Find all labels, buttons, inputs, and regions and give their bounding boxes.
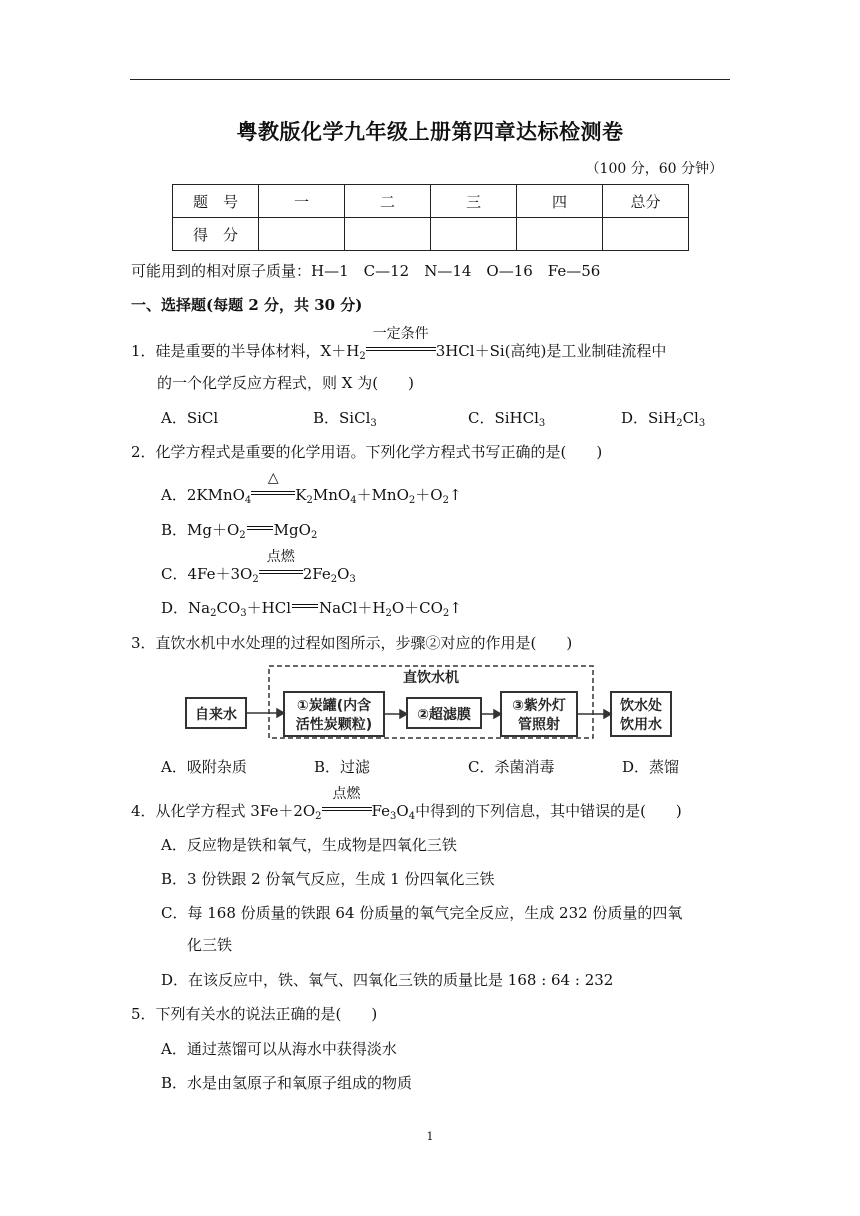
q5-option-b[interactable]: B．水是由氢原子和氧原子组成的物质 xyxy=(161,1074,413,1092)
condition-label: 点燃 xyxy=(332,786,361,802)
score-cell[interactable] xyxy=(431,218,517,251)
box-uv-lamp-line2: 管照射 xyxy=(518,717,560,733)
box-drinking-water-line1: 饮水处 xyxy=(620,698,662,714)
section-heading: 一、选择题(每题 2 分，共 30 分) xyxy=(131,296,363,314)
q3-option-d[interactable]: D．蒸馏 xyxy=(622,758,680,776)
q4-option-c-cont: 化三铁 xyxy=(187,936,233,954)
q1-post: 3HCl＋Si(高纯)是工业制硅流程中 xyxy=(435,342,667,360)
table-cell: 四 xyxy=(517,185,603,218)
score-table xyxy=(172,184,689,251)
table-cell: 得 分 xyxy=(173,218,259,251)
q1-option-a[interactable]: A．SiCl xyxy=(161,409,219,427)
q1-option-d[interactable]: D．$SiH_2Cl_3$ xyxy=(621,409,706,429)
q4-product-o: O xyxy=(396,802,409,820)
reaction-condition xyxy=(366,326,436,361)
q3-option-a[interactable]: A．吸附杂质 xyxy=(161,758,247,776)
condition-label: 一定条件 xyxy=(372,326,429,342)
table-row xyxy=(173,185,689,218)
box-carbon-tank-line2: 活性炭颗粒) xyxy=(295,717,373,733)
q2-option-a[interactable]: A．2KMnO$_4$ △ $K_2MnO_4+MnO_2+O_2↑$ xyxy=(161,470,462,506)
q4-pre: 4．从化学方程式 3Fe＋2O xyxy=(131,802,316,820)
box-carbon-tank-line1: ①炭罐(内含 xyxy=(296,698,372,714)
condition-label: 点燃 xyxy=(266,549,295,565)
score-cell[interactable] xyxy=(603,218,689,251)
question-2-stem: 2．化学方程式是重要的化学用语。下列化学方程式书写正确的是( ) xyxy=(131,443,603,461)
machine-label: 直饮水机 xyxy=(403,670,459,686)
score-cell[interactable] xyxy=(259,218,345,251)
score-cell[interactable] xyxy=(517,218,603,251)
score-cell[interactable] xyxy=(345,218,431,251)
q3-option-b[interactable]: B．过滤 xyxy=(314,758,371,776)
header-rule xyxy=(130,79,730,80)
table-cell: 三 xyxy=(431,185,517,218)
question-3-stem: 3．直饮水机中水处理的过程如图所示，步骤②对应的作用是( ) xyxy=(131,634,573,652)
question-4-stem: 4．从化学方程式 $3Fe+2O_2$ 点燃 $Fe_3O_4$中得到的下列信息，其中错误的是( ) xyxy=(131,786,682,822)
q4-option-b[interactable]: B．3 份铁跟 2 份氧气反应，生成 1 份四氧化三铁 xyxy=(161,870,495,888)
q4-post: 中得到的下列信息，其中错误的是( ) xyxy=(415,802,682,820)
table-row xyxy=(173,218,689,251)
table-cell: 一 xyxy=(259,185,345,218)
q1-option-b[interactable]: B．SiCl$_3$ xyxy=(313,409,377,429)
q2-option-c[interactable]: C．$4Fe+3O_2$ 点燃 $2Fe_2O_3$ xyxy=(161,549,356,585)
page-number: 1 xyxy=(426,1130,434,1143)
q2-option-d[interactable]: D．$Na_2CO_3+HCl$ $NaCl+H_2O+CO_2↑$ xyxy=(161,599,462,619)
score-time-note: （100 分，60 分钟） xyxy=(585,161,723,177)
q2-option-b[interactable]: B．$Mg+O_2$ MgO$_2$ xyxy=(161,521,318,541)
table-cell: 二 xyxy=(345,185,431,218)
question-1-line2: 的一个化学反应方程式，则 X 为( ) xyxy=(157,374,414,392)
q3-option-c[interactable]: C．杀菌消毒 xyxy=(468,758,555,776)
q4-option-c[interactable]: C．每 168 份质量的铁跟 64 份质量的氧气完全反应，生成 232 份质量的四氧 xyxy=(161,904,683,922)
q4-product-fe: Fe xyxy=(371,802,391,820)
box-tap-water-label: 自来水 xyxy=(195,707,237,723)
atomic-mass-note: 可能用到的相对原子质量：H—1 C—12 N—14 O—16 Fe—56 xyxy=(131,262,601,280)
question-1-stem: 1．硅是重要的半导体材料，$X+H_2$ 一定条件 3HCl＋Si(高纯)是工业制硅流程中 xyxy=(131,326,667,362)
q1-option-c[interactable]: C．SiHCl$_3$ xyxy=(468,409,546,429)
box-ultrafilter-label: ②超滤膜 xyxy=(417,707,471,723)
q5-option-a[interactable]: A．通过蒸馏可以从海水中获得淡水 xyxy=(161,1040,397,1058)
box-drinking-water-line2: 饮用水 xyxy=(620,717,662,733)
reaction-condition xyxy=(322,786,372,821)
q4-option-a[interactable]: A．反应物是铁和氧气，生成物是四氧化三铁 xyxy=(161,836,457,854)
page-title: 粤教版化学九年级上册第四章达标检测卷 xyxy=(236,119,624,144)
heat-symbol: △ xyxy=(267,470,279,486)
q4-option-d[interactable]: D．在该反应中，铁、氧气、四氧化三铁的质量比是 168 : 64 : 232 xyxy=(161,971,614,989)
q1-pre: 1．硅是重要的半导体材料，X＋H xyxy=(131,342,360,360)
question-5-stem: 5．下列有关水的说法正确的是( ) xyxy=(131,1005,378,1023)
table-cell: 题 号 xyxy=(173,185,259,218)
box-uv-lamp-line1: ③紫外灯 xyxy=(512,698,566,714)
water-treatment-diagram xyxy=(183,664,693,744)
table-cell: 总分 xyxy=(603,185,689,218)
